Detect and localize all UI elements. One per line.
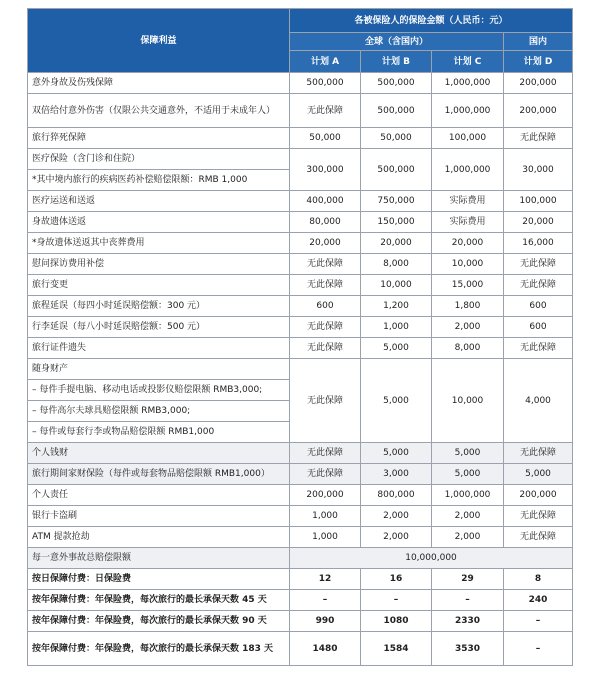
table-row bbox=[28, 94, 573, 128]
cell-plan-a: 无此保障 bbox=[290, 254, 361, 275]
cell-plan-a: 500,000 bbox=[290, 73, 361, 94]
premium-label: 按年保障付费：年保险费，每次旅行的最长承保天数 90 天 bbox=[28, 611, 290, 632]
cell-plan-c: 100,000 bbox=[432, 128, 504, 149]
cell-plan-c: 29 bbox=[432, 569, 504, 590]
cell-plan-b: 1584 bbox=[361, 632, 432, 666]
cell-plan-c: 15,000 bbox=[432, 275, 504, 296]
table-row bbox=[28, 443, 573, 464]
cell-plan-b: 800,000 bbox=[361, 485, 432, 506]
cell-plan-d: 200,000 bbox=[504, 94, 573, 128]
table-row-premium bbox=[28, 569, 573, 590]
row-label: 个人责任 bbox=[28, 485, 290, 506]
header-benefit: 保障利益 bbox=[28, 9, 290, 73]
header-plan-d: 计划 D bbox=[504, 51, 573, 73]
cell-plan-d: 200,000 bbox=[504, 485, 573, 506]
row-label: 旅行猝死保障 bbox=[28, 128, 290, 149]
medical-label: 医疗保险（含门诊和住院） bbox=[28, 149, 290, 170]
cell-plan-c: 1,000,000 bbox=[432, 149, 504, 191]
cell-plan-b: 750,000 bbox=[361, 191, 432, 212]
cell-plan-c: 实际费用 bbox=[432, 212, 504, 233]
table-row bbox=[28, 296, 573, 317]
premium-label: 按年保障付费：年保险费，每次旅行的最长承保天数 183 天 bbox=[28, 632, 290, 666]
cell-plan-b: 500,000 bbox=[361, 149, 432, 191]
cell-plan-a: 400,000 bbox=[290, 191, 361, 212]
row-label: 个人钱财 bbox=[28, 443, 290, 464]
cell-plan-a: 无此保障 bbox=[290, 94, 361, 128]
row-label: *身故遗体送返其中丧葬费用 bbox=[28, 233, 290, 254]
cell-plan-a: 12 bbox=[290, 569, 361, 590]
table-row bbox=[28, 233, 573, 254]
cell-plan-c: 10,000 bbox=[432, 254, 504, 275]
cell-plan-a: 600 bbox=[290, 296, 361, 317]
row-label: 医疗运送和送返 bbox=[28, 191, 290, 212]
cell-plan-c: 1,800 bbox=[432, 296, 504, 317]
cell-plan-d: 8 bbox=[504, 569, 573, 590]
property-item: – 每件手提电脑、移动电话或投影仪赔偿限额 RMB3,000; bbox=[28, 380, 290, 401]
property-item: – 每件高尔夫球具赔偿限额 RMB3,000; bbox=[28, 401, 290, 422]
row-label: 意外身故及伤残保障 bbox=[28, 73, 290, 94]
cell-plan-c: 10,000 bbox=[432, 359, 504, 443]
insurance-table-container bbox=[27, 8, 572, 666]
cell-plan-b: 5,000 bbox=[361, 359, 432, 443]
header-global: 全球（含国内） bbox=[290, 33, 504, 51]
cell-plan-c: 1,000,000 bbox=[432, 94, 504, 128]
table-row bbox=[28, 212, 573, 233]
insurance-benefits-table bbox=[27, 8, 573, 666]
row-label: ATM 提款抢劫 bbox=[28, 527, 290, 548]
cell-plan-b: 500,000 bbox=[361, 94, 432, 128]
cell-plan-c: 1,000,000 bbox=[432, 73, 504, 94]
header-plan-b: 计划 B bbox=[361, 51, 432, 73]
cell-plan-c: 5,000 bbox=[432, 464, 504, 485]
table-row bbox=[28, 464, 573, 485]
cell-plan-d: 600 bbox=[504, 296, 573, 317]
cell-plan-a: 无此保障 bbox=[290, 275, 361, 296]
cell-plan-b: 1080 bbox=[361, 611, 432, 632]
cell-plan-c: – bbox=[432, 590, 504, 611]
row-label: 行李延误（每八小时延误赔偿额：500 元） bbox=[28, 317, 290, 338]
cell-plan-a: 990 bbox=[290, 611, 361, 632]
cell-plan-a: – bbox=[290, 590, 361, 611]
total-value: 10,000,000 bbox=[290, 548, 573, 569]
table-row bbox=[28, 506, 573, 527]
cell-plan-b: – bbox=[361, 590, 432, 611]
cell-plan-c: 1,000,000 bbox=[432, 485, 504, 506]
cell-plan-a: 无此保障 bbox=[290, 338, 361, 359]
table-row-medical bbox=[28, 149, 573, 170]
cell-plan-b: 2,000 bbox=[361, 506, 432, 527]
cell-plan-a: 1,000 bbox=[290, 527, 361, 548]
cell-plan-a: 20,000 bbox=[290, 233, 361, 254]
table-row bbox=[28, 527, 573, 548]
property-title: 随身财产 bbox=[28, 359, 290, 380]
cell-plan-a: 无此保障 bbox=[290, 317, 361, 338]
cell-plan-d: 16,000 bbox=[504, 233, 573, 254]
cell-plan-b: 3,000 bbox=[361, 464, 432, 485]
cell-plan-d: 无此保障 bbox=[504, 506, 573, 527]
cell-plan-d: 无此保障 bbox=[504, 254, 573, 275]
cell-plan-b: 8,000 bbox=[361, 254, 432, 275]
table-row bbox=[28, 128, 573, 149]
header-plan-a: 计划 A bbox=[290, 51, 361, 73]
cell-plan-a: 80,000 bbox=[290, 212, 361, 233]
cell-plan-d: 100,000 bbox=[504, 191, 573, 212]
cell-plan-d: 无此保障 bbox=[504, 128, 573, 149]
table-row bbox=[28, 338, 573, 359]
total-label: 每一意外事故总赔偿限额 bbox=[28, 548, 290, 569]
row-label: 旅程延误（每四小时延误赔偿额：300 元） bbox=[28, 296, 290, 317]
cell-plan-d: – bbox=[504, 632, 573, 666]
cell-plan-b: 16 bbox=[361, 569, 432, 590]
table-row-total bbox=[28, 548, 573, 569]
cell-plan-b: 50,000 bbox=[361, 128, 432, 149]
cell-plan-d: 无此保障 bbox=[504, 338, 573, 359]
cell-plan-a: 200,000 bbox=[290, 485, 361, 506]
header-plan-c: 计划 C bbox=[432, 51, 504, 73]
cell-plan-a: 无此保障 bbox=[290, 443, 361, 464]
cell-plan-c: 8,000 bbox=[432, 338, 504, 359]
cell-plan-d: 5,000 bbox=[504, 464, 573, 485]
cell-plan-d: 无此保障 bbox=[504, 275, 573, 296]
cell-plan-d: – bbox=[504, 611, 573, 632]
header-domestic: 国内 bbox=[504, 33, 573, 51]
table-row bbox=[28, 73, 573, 94]
cell-plan-a: 无此保障 bbox=[290, 359, 361, 443]
cell-plan-b: 20,000 bbox=[361, 233, 432, 254]
cell-plan-c: 2,000 bbox=[432, 317, 504, 338]
cell-plan-c: 2330 bbox=[432, 611, 504, 632]
cell-plan-c: 3530 bbox=[432, 632, 504, 666]
header-amount: 各被保险人的保险金额（人民币：元） bbox=[290, 9, 573, 33]
row-label: 身故遗体送返 bbox=[28, 212, 290, 233]
premium-label: 按年保障付费：年保险费，每次旅行的最长承保天数 45 天 bbox=[28, 590, 290, 611]
table-row-property bbox=[28, 359, 573, 380]
property-item: – 每件或每套行李或物品赔偿限额 RMB1,000 bbox=[28, 422, 290, 443]
cell-plan-a: 300,000 bbox=[290, 149, 361, 191]
cell-plan-b: 1,200 bbox=[361, 296, 432, 317]
table-row bbox=[28, 254, 573, 275]
cell-plan-b: 5,000 bbox=[361, 443, 432, 464]
cell-plan-a: 1480 bbox=[290, 632, 361, 666]
table-row-premium bbox=[28, 611, 573, 632]
cell-plan-b: 150,000 bbox=[361, 212, 432, 233]
cell-plan-d: 4,000 bbox=[504, 359, 573, 443]
cell-plan-c: 20,000 bbox=[432, 233, 504, 254]
cell-plan-d: 20,000 bbox=[504, 212, 573, 233]
cell-plan-b: 500,000 bbox=[361, 73, 432, 94]
row-label: 旅行变更 bbox=[28, 275, 290, 296]
cell-plan-b: 2,000 bbox=[361, 527, 432, 548]
table-row-premium bbox=[28, 590, 573, 611]
cell-plan-d: 240 bbox=[504, 590, 573, 611]
cell-plan-d: 600 bbox=[504, 317, 573, 338]
row-label: 银行卡盗刷 bbox=[28, 506, 290, 527]
premium-label: 按日保障付费：日保险费 bbox=[28, 569, 290, 590]
cell-plan-b: 1,000 bbox=[361, 317, 432, 338]
table-row bbox=[28, 275, 573, 296]
cell-plan-d: 无此保障 bbox=[504, 443, 573, 464]
row-label: 旅行证件遗失 bbox=[28, 338, 290, 359]
cell-plan-b: 10,000 bbox=[361, 275, 432, 296]
cell-plan-c: 2,000 bbox=[432, 527, 504, 548]
cell-plan-d: 30,000 bbox=[504, 149, 573, 191]
table-row bbox=[28, 191, 573, 212]
cell-plan-a: 1,000 bbox=[290, 506, 361, 527]
cell-plan-c: 2,000 bbox=[432, 506, 504, 527]
table-row bbox=[28, 317, 573, 338]
cell-plan-d: 无此保障 bbox=[504, 527, 573, 548]
cell-plan-c: 5,000 bbox=[432, 443, 504, 464]
medical-sub-label: *其中境内旅行的疾病医药补偿赔偿限额：RMB 1,000 bbox=[28, 170, 290, 191]
row-label: 双倍给付意外伤害（仅限公共交通意外，不适用于未成年人） bbox=[28, 94, 290, 128]
table-row-premium bbox=[28, 632, 573, 666]
cell-plan-b: 5,000 bbox=[361, 338, 432, 359]
table-row bbox=[28, 485, 573, 506]
cell-plan-a: 50,000 bbox=[290, 128, 361, 149]
cell-plan-a: 无此保障 bbox=[290, 464, 361, 485]
cell-plan-d: 200,000 bbox=[504, 73, 573, 94]
row-label: 旅行期间家财保险（每件或每套物品赔偿限额 RMB1,000） bbox=[28, 464, 290, 485]
cell-plan-c: 实际费用 bbox=[432, 191, 504, 212]
row-label: 慰问探访费用补偿 bbox=[28, 254, 290, 275]
